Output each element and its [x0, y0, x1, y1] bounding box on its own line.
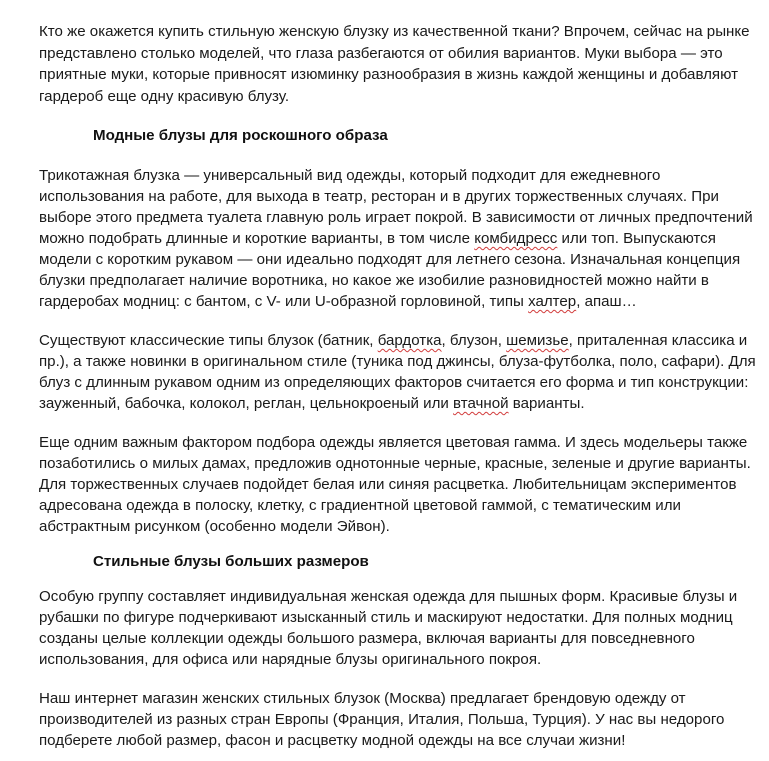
text-line: рубашки по фигуре подчеркивают изысканный стиль и маскируют недостатки. Для полных модниц	[39, 609, 733, 626]
text-line: использования на работе, для выхода в театр, ресторан и в других торжественных случаях. При	[39, 188, 719, 205]
text-line: Особую группу составляет индивидуальная женская одежда для пышных форм. Красивые блузы и	[39, 588, 738, 605]
text-segment: или топ. Выпускаются	[557, 230, 716, 247]
text-line: выборе этого предмета туалета главную роль играет покрой. В зависимости от личных предпочтений	[39, 209, 753, 226]
spellcheck-word[interactable]: комбидресс	[474, 230, 558, 247]
text-line: блузки предполагает наличие воротника, но какое же изобилие разновидностей можно найти в	[39, 272, 709, 289]
text-line: модели с коротким рукавом — они идеально подходят для летнего сезона. Изначальная концепция	[39, 251, 741, 268]
text-line	[39, 394, 585, 414]
text-segment: Существуют классические типы блузок (батник,	[39, 332, 378, 349]
text-line: Кто же окажется купить стильную женскую блузку из качественной ткани? Впрочем, сейчас на рынке	[39, 23, 750, 40]
spellcheck-word[interactable]: шемизье	[506, 332, 569, 349]
text-line	[39, 292, 637, 312]
text-line: приятные муки, которые привносят изюминку разнообразия в жизнь каждой женщины и добавляют	[39, 66, 738, 83]
spellcheck-word[interactable]: халтер	[528, 293, 577, 310]
text-line: абстрактным рисунком (особенно модели Эйвон).	[39, 518, 390, 535]
spellcheck-word[interactable]: втачной	[453, 395, 509, 412]
text-line: блуз с длинным рукавом одним из определяющих факторов считается его форма и тип конструкции:	[39, 374, 749, 391]
text-line: производителей из разных стран Европы (Франция, Италия, Польша, Турция). У нас вы недорого	[39, 711, 725, 728]
text-line	[39, 331, 747, 351]
section-heading-plus-size: Стильные блузы больших размеров	[93, 553, 369, 570]
text-line: подберете любой размер, фасон и расцветку модной одежды на все случаи жизни!	[39, 732, 626, 749]
text-line: адресована одежда в полоску, клетку, с градиентной цветовой гаммой, с тематическим или	[39, 497, 681, 514]
text-segment: зауженный, бабочка, колокол, реглан, цельнокроеный или	[39, 395, 454, 412]
text-line: представлено столько моделей, что глаза разбегаются от обилия вариантов. Муки выбора — это	[39, 45, 723, 62]
text-line: Трикотажная блузка — универсальный вид одежды, который подходит для ежедневного	[39, 167, 661, 184]
text-segment: можно подобрать длинные и короткие варианты, в том числе	[39, 230, 475, 247]
text-segment: гардеробах модниц: с бантом, с V- или U-образной горловиной, типы	[39, 293, 529, 310]
spellcheck-word[interactable]: бардотка	[377, 332, 442, 349]
text-line	[39, 229, 716, 249]
text-line: Наш интернет магазин женских стильных блузок (Москва) предлагает брендовую одежду от	[39, 690, 686, 707]
text-line: позаботились о милых дамах, предложив однотонные черные, красные, зеленые и другие варианты.	[39, 455, 751, 472]
text-line: созданы целые коллекции одежды большого размера, включая варианты для повседневного	[39, 630, 695, 647]
text-segment: , приталенная классика и	[568, 332, 748, 349]
text-segment: варианты.	[508, 395, 585, 412]
text-segment: , апаш…	[576, 293, 637, 310]
text-line: Для торжественных случаев подойдет белая или синяя расцветка. Любительницам экспериментов	[39, 476, 737, 493]
text-line: пр.), а также новинки в оригинальном стиле (туника под джинсы, блуза-футболка, поло, сафари). Для	[39, 353, 756, 370]
text-segment: , блузон,	[441, 332, 507, 349]
section-heading-fashion-blouses: Модные блузы для роскошного образа	[93, 127, 388, 144]
text-line: использования, для офиса или нарядные блузы оригинального покроя.	[39, 651, 542, 668]
text-line: Еще одним важным фактором подбора одежды является цветовая гамма. И здесь модельеры также	[39, 434, 748, 451]
text-line: гардероб еще одну красивую блузу.	[39, 88, 290, 105]
